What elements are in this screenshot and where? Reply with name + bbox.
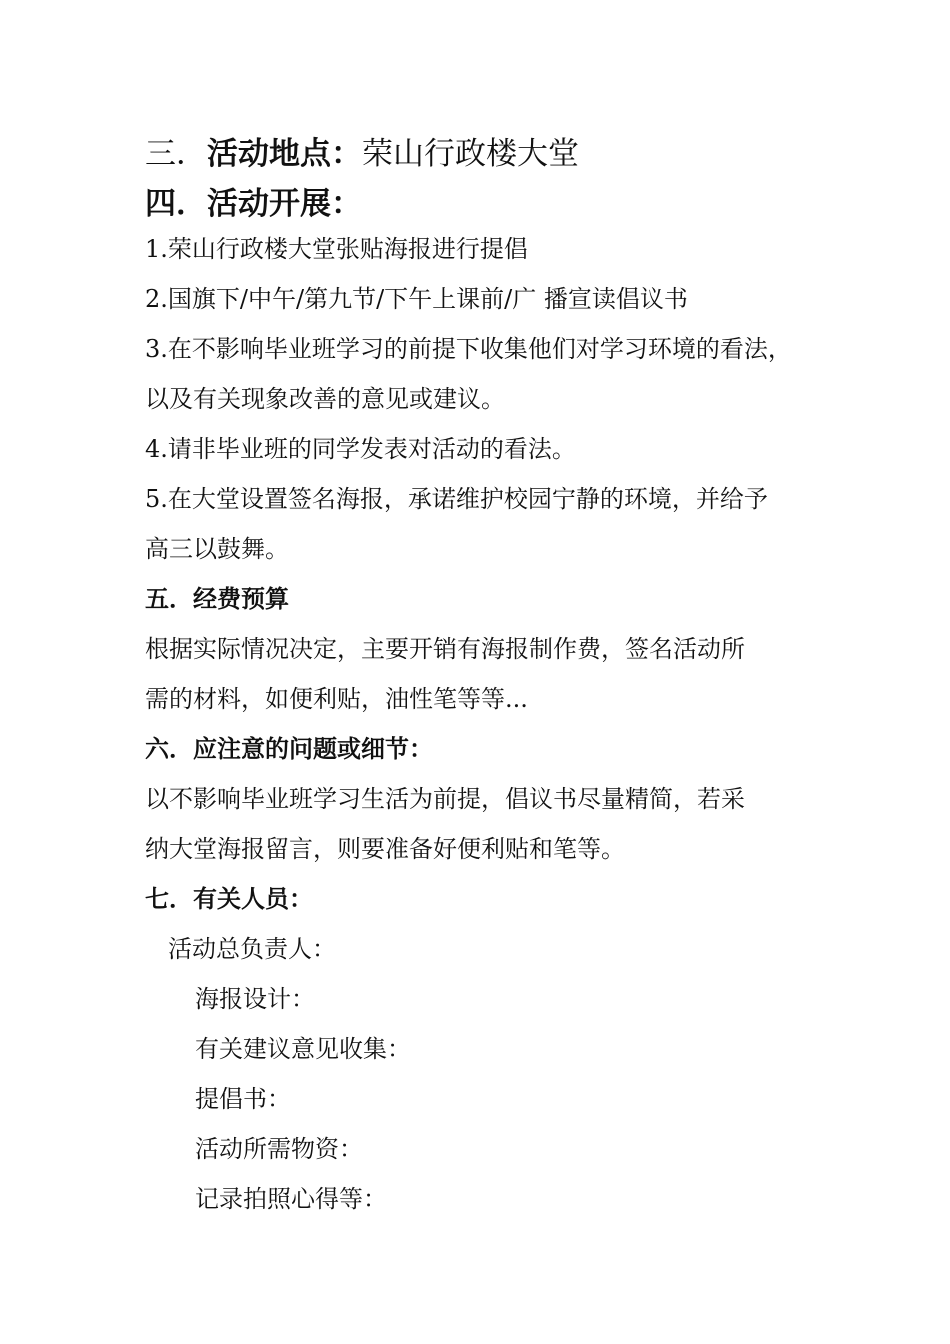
role-line: 海报设计： xyxy=(195,985,315,1013)
role-line: 有关建议意见收集： xyxy=(195,1035,411,1063)
section-4-label: 活动开展： xyxy=(207,186,362,222)
role-line: 活动所需物资： xyxy=(195,1135,363,1163)
section-3-value: 荣山行政楼大堂 xyxy=(362,136,579,172)
section-6-heading: 六．应注意的问题或细节： xyxy=(145,734,433,763)
section-3-heading xyxy=(145,134,579,174)
activity-line: 2.国旗下/中午/第九节/下午上课前/广 播宣读倡议书 xyxy=(145,285,688,313)
activity-line: 5.在大堂设置签名海报，承诺维护校园宁静的环境，并给予 xyxy=(145,485,768,513)
lead-role: 活动总负责人： xyxy=(168,935,336,963)
role-line: 提倡书： xyxy=(195,1085,291,1113)
activity-line: 4.请非毕业班的同学发表对活动的看法。 xyxy=(145,435,576,463)
activity-line: 1.荣山行政楼大堂张贴海报进行提倡 xyxy=(145,235,528,263)
notes-line: 以不影响毕业班学习生活为前提，倡议书尽量精简，若采 xyxy=(145,785,745,813)
section-3-number: 三． xyxy=(145,136,207,172)
activity-line: 以及有关现象改善的意见或建议。 xyxy=(145,385,505,413)
activity-line: 高三以鼓舞。 xyxy=(145,535,289,563)
section-4-heading xyxy=(145,184,362,224)
section-7-heading: 七．有关人员： xyxy=(145,884,313,913)
section-4-number: 四． xyxy=(145,186,207,222)
section-5-heading: 五．经费预算 xyxy=(145,584,289,613)
section-3-label: 活动地点： xyxy=(207,136,362,172)
role-line: 记录拍照心得等： xyxy=(195,1185,387,1213)
budget-line: 根据实际情况决定，主要开销有海报制作费，签名活动所 xyxy=(145,635,745,663)
activity-line: 3.在不影响毕业班学习的前提下收集他们对学习环境的看法， xyxy=(145,335,792,363)
budget-line: 需的材料，如便利贴，油性笔等等... xyxy=(145,685,528,713)
notes-line: 纳大堂海报留言，则要准备好便利贴和笔等。 xyxy=(145,835,625,863)
